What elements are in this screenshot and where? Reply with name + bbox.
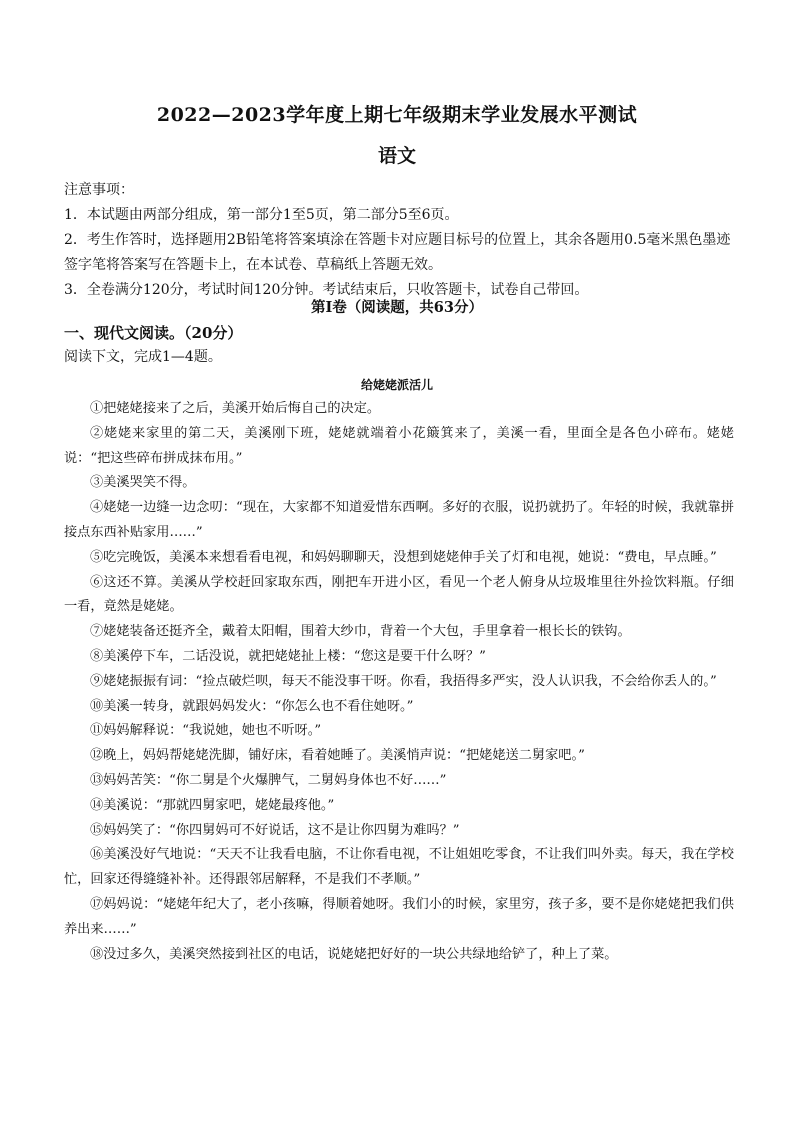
article-paragraph: ②姥姥来家里的第二天，美溪刚下班，姥姥就端着小花簸箕来了，美溪一看，里面全是各色小碎布。姥姥说：“把这些碎布拼成抹布用。” xyxy=(64,425,734,466)
volume-heading: 第I卷（阅读题，共63分） xyxy=(311,299,483,316)
note-item-2: 2．考生作答时，选择题用2B铅笔将答案填涂在答题卡对应题目标号的位置上，其余各题用0.5毫米黑色墨迹签字笔将答案写在答题卡上，在本试卷、草稿纸上答题无效。 xyxy=(64,232,731,273)
article-paragraph: ⑤吃完晚饭，美溪本来想看看电视，和妈妈聊聊天，没想到姥姥伸手关了灯和电视，她说：“费电，早点睡。” xyxy=(90,549,717,565)
article-paragraph: ⑪妈妈解释说：“我说她，她也不听呀。” xyxy=(90,723,322,739)
section-instruction: 阅读下文，完成1—4题。 xyxy=(64,349,222,365)
article-paragraph: ⑰妈妈说：“姥姥年纪大了，老小孩嘛，得顺着她呀。我们小的时候，家里穷，孩子多，要不是你姥姥把我们供养出来……” xyxy=(64,896,734,937)
note-item-3: 3．全卷满分120分，考试时间120分钟。考试结束后，只收答题卡，试卷自己带回。 xyxy=(64,282,589,298)
article-paragraph: ⑬妈妈苦笑：“你二舅是个火爆脾气，二舅妈身体也不好……” xyxy=(90,772,447,788)
article-paragraph: ⑫晚上，妈妈帮姥姥洗脚，铺好床，看着她睡了。美溪悄声说：“把姥姥送二舅家吧。” xyxy=(90,748,585,764)
article-paragraph: ①把姥姥接来了之后，美溪开始后悔自己的决定。 xyxy=(90,401,381,416)
subject-title: 语文 xyxy=(377,145,416,167)
section-heading: 一、现代文阅读。（20分） xyxy=(64,324,243,342)
article-paragraph: ⑮妈妈笑了：“你四舅妈可不好说话，这不是让你四舅为难吗？” xyxy=(90,822,460,838)
article-paragraph: ⑯美溪没好气地说：“天天不让我看电脑，不让你看电视，不让姐姐吃零食，不让我们叫外卖。每天，我在学校忙，回家还得缝缝补补。还得跟邻居解释，不是我们不孝顺。” xyxy=(64,847,734,888)
notes-heading: 注意事项： xyxy=(64,182,134,198)
article-body xyxy=(64,397,734,967)
article-paragraph: ④姥姥一边缝一边念叨：“现在，大家都不知道爱惜东西啊。多好的衣服，说扔就扔了。年轻的时候，我就靠拼接点东西补贴家用……” xyxy=(64,500,734,540)
article-paragraph: ⑱没过多久，美溪突然接到社区的电话，说姥姥把好好的一块公共绿地给铲了，种上了菜。 xyxy=(90,946,618,962)
article-paragraph: ⑭美溪说：“那就四舅家吧，姥姥最疼他。” xyxy=(90,797,335,813)
exam-notes xyxy=(64,178,734,303)
exam-title: 2022—2023学年度上期七年级期末学业发展水平测试 xyxy=(156,104,638,126)
article-paragraph: ⑩美溪一转身，就跟妈妈发火：“你怎么也不看住她呀。” xyxy=(90,698,414,714)
article-paragraph: ⑥这还不算。美溪从学校赶回家取东西，刚把车开进小区，看见一个老人俯身从垃圾堆里往外捡饮料瓶。仔细一看，竟然是姥姥。 xyxy=(64,574,734,615)
note-item-1: 1．本试题由两部分组成，第一部分1至5页，第二部分5至6页。 xyxy=(64,207,459,223)
article-title: 给姥姥派活儿 xyxy=(360,378,433,392)
article-paragraph: ⑨姥姥振振有词：“捡点破烂呗，每天不能没事干呀。你看，我捂得多严实，没人认识我，不会给你丢人的。” xyxy=(90,673,717,689)
article-paragraph: ③美溪哭笑不得。 xyxy=(90,475,196,491)
article-paragraph: ⑧美溪停下车，二话没说，就把姥姥扯上楼：“您这是要干什么呀？” xyxy=(90,648,486,664)
article-paragraph: ⑦姥姥装备还挺齐全，戴着太阳帽，围着大纱巾，背着一个大包，手里拿着一根长长的铁钩。 xyxy=(90,624,631,640)
